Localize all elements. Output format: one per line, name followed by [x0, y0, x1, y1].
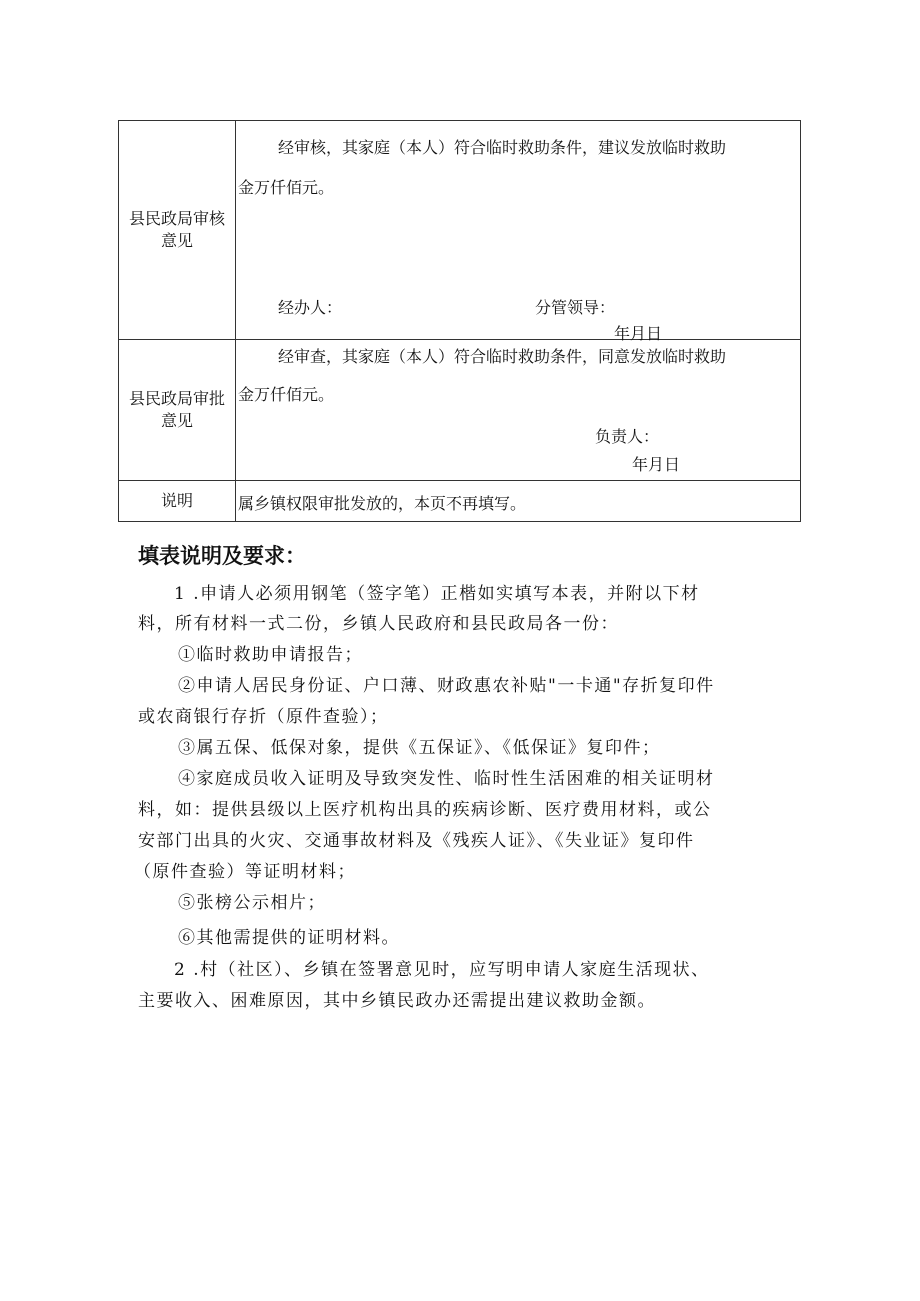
- instruction-line: 1 .申请人必须用钢笔（签字笔）正楷如实填写本表，并附以下材: [174, 584, 700, 604]
- approval-row: [119, 340, 801, 481]
- review-date: 年月日: [614, 324, 663, 343]
- instruction-line: 2 .村（社区）、乡镇在签署意见时，应写明申请人家庭生活现状、: [174, 960, 710, 980]
- review-handler-label: 经办人：: [278, 298, 343, 317]
- note-text: 属乡镇权限审批发放的，本页不再填写。: [238, 494, 527, 513]
- instruction-line: ④家庭成员收入证明及导致突发性、临时性生活困难的相关证明材: [178, 769, 715, 789]
- instruction-line: ③属五保、低保对象，提供《五保证》、《低保证》复印件；: [178, 738, 661, 758]
- review-label-line2: 意见: [160, 231, 193, 250]
- instruction-line: ②申请人居民身份证、户口薄、财政惠农补贴"一卡通"存折复印件: [178, 676, 715, 696]
- review-text-line2: 金万仟佰元。: [238, 178, 335, 197]
- instructions-title: 填表说明及要求：: [138, 544, 306, 568]
- instruction-line: 安部门出具的火灾、交通事故材料及《残疾人证》、《失业证》复印件: [138, 831, 695, 851]
- instruction-line: 料，如：提供县级以上医疗机构出具的疾病诊断、医疗费用材料，或公: [138, 800, 712, 820]
- instruction-line: ①临时救助申请报告；: [178, 645, 363, 665]
- review-content-cell: [236, 121, 801, 343]
- instruction-line: 或农商银行存折（原件查验）；: [138, 707, 389, 727]
- approval-text-line2: 金万仟佰元。: [238, 385, 335, 404]
- review-label-cell: [119, 121, 236, 340]
- instruction-line: ⑤张榜公示相片；: [178, 893, 326, 913]
- approval-form-table: [118, 120, 801, 522]
- review-leader-label: 分管领导：: [535, 298, 616, 317]
- note-content-cell: [236, 481, 801, 522]
- review-row: [119, 121, 801, 340]
- approval-label-line1: 县民政局审批: [128, 389, 225, 408]
- approval-date: 年月日: [632, 455, 681, 474]
- note-row: [119, 481, 801, 522]
- approval-person-label: 负责人：: [595, 427, 660, 446]
- approval-content-cell: [236, 340, 801, 481]
- approval-text-line1: 经审查，其家庭（本人）符合临时救助条件，同意发放临时救助: [278, 347, 727, 366]
- instruction-line: ⑥其他需提供的证明材料。: [178, 928, 400, 948]
- approval-label-cell: [119, 340, 236, 481]
- instruction-line: 主要收入、困难原因，其中乡镇民政办还需提出建议救助金额。: [138, 991, 656, 1011]
- instruction-line: （原件查验）等证明材料；: [134, 862, 356, 882]
- review-text-line1: 经审核，其家庭（本人）符合临时救助条件，建议发放临时救助: [278, 138, 727, 157]
- note-label-cell: 说明: [119, 481, 236, 522]
- review-label-line1: 县民政局审核: [128, 209, 225, 228]
- approval-label-line2: 意见: [160, 411, 193, 430]
- instruction-line: 料，所有材料一式二份，乡镇人民政府和县民政局各一份：: [138, 614, 619, 634]
